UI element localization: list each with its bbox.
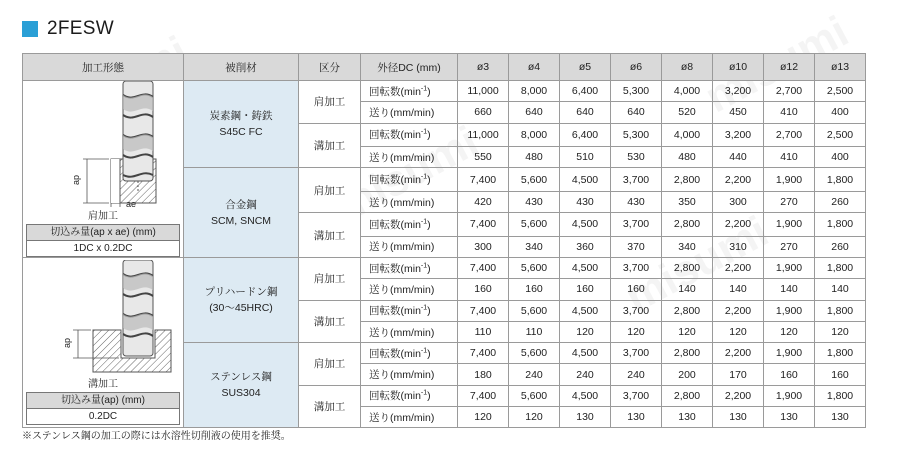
rpm-label-exponent: -1	[420, 128, 428, 136]
rpm-value: 7,400	[458, 258, 509, 279]
rpm-label-text: 回転数(min	[369, 305, 421, 318]
footnote: ※ステンレス鋼の加工の際には水溶性切削液の使用を推奨。	[22, 431, 291, 442]
header-size: ø8	[662, 54, 713, 81]
feed-label: 送り(mm/min)	[361, 279, 458, 300]
feed-value: 450	[713, 102, 764, 123]
material-grade: (30～45HRC)	[209, 302, 273, 315]
rpm-value: 5,600	[509, 343, 560, 364]
table-row	[23, 258, 866, 279]
rpm-value: 5,600	[509, 385, 560, 406]
rpm-value: 6,400	[560, 81, 611, 102]
side-depth-label: 切込み量(ap x ae) (mm)	[26, 224, 180, 241]
feed-value: 130	[611, 407, 662, 428]
rpm-value: 7,400	[458, 300, 509, 321]
feed-value: 130	[662, 407, 713, 428]
rpm-label-text: 回転数(min	[369, 129, 421, 142]
rpm-value: 4,000	[662, 81, 713, 102]
rpm-label-close: )	[427, 218, 431, 231]
rpm-value: 3,200	[713, 81, 764, 102]
rpm-label	[361, 258, 458, 279]
rpm-value: 5,600	[509, 258, 560, 279]
rpm-value: 2,800	[662, 385, 713, 406]
feed-value: 120	[662, 321, 713, 342]
feed-value: 120	[713, 321, 764, 342]
rpm-value: 6,400	[560, 123, 611, 147]
feed-value: 130	[764, 407, 815, 428]
feed-label: 送り(mm/min)	[361, 147, 458, 168]
feed-value: 440	[713, 147, 764, 168]
feed-value: 340	[662, 236, 713, 257]
process-cell: 肩加工	[299, 168, 361, 213]
rpm-value: 3,200	[713, 123, 764, 147]
rpm-label	[361, 168, 458, 192]
feed-value: 160	[560, 279, 611, 300]
header-row	[23, 54, 866, 81]
rpm-value: 1,800	[815, 343, 866, 364]
process-cell: 肩加工	[299, 343, 361, 386]
rpm-label-text: 回転数(min	[369, 85, 421, 98]
rpm-label-close: )	[427, 305, 431, 318]
feed-value: 200	[662, 364, 713, 385]
rpm-value: 8,000	[509, 81, 560, 102]
feed-label: 送り(mm/min)	[361, 364, 458, 385]
rpm-value: 3,700	[611, 343, 662, 364]
feed-value: 480	[662, 147, 713, 168]
process-cell: 溝加工	[299, 385, 361, 428]
rpm-label	[361, 343, 458, 364]
feed-value: 340	[509, 236, 560, 257]
rpm-label-exponent: -1	[420, 218, 428, 226]
material-cell	[184, 343, 299, 428]
rpm-value: 2,200	[713, 343, 764, 364]
feed-value: 240	[509, 364, 560, 385]
feed-value: 120	[815, 321, 866, 342]
end-mill-icon	[123, 81, 153, 191]
rpm-value: 2,200	[713, 168, 764, 192]
slot-depth-label: 切込み量(ap) (mm)	[26, 392, 180, 409]
feed-value: 130	[713, 407, 764, 428]
feed-value: 310	[713, 236, 764, 257]
cutting-conditions-table	[22, 53, 866, 428]
feed-value: 660	[458, 102, 509, 123]
rpm-label-text: 回転数(min	[369, 262, 421, 275]
rpm-label-exponent: -1	[420, 85, 428, 93]
rpm-value: 2,800	[662, 213, 713, 237]
material-grade: S45C FC	[219, 126, 263, 139]
header-size: ø10	[713, 54, 764, 81]
page-title-block	[22, 18, 114, 40]
svg-text:ap: ap	[62, 338, 72, 349]
rpm-label	[361, 81, 458, 102]
rpm-value: 1,800	[815, 300, 866, 321]
rpm-value: 1,800	[815, 213, 866, 237]
feed-value: 160	[509, 279, 560, 300]
material-name: 炭素鋼・鋳鉄	[209, 110, 273, 123]
rpm-value: 4,500	[560, 300, 611, 321]
feed-value: 120	[764, 321, 815, 342]
feed-value: 160	[611, 279, 662, 300]
material-name: プリハードン鋼	[204, 286, 278, 299]
feed-value: 140	[764, 279, 815, 300]
rpm-label	[361, 385, 458, 406]
material-name: ステンレス鋼	[210, 371, 272, 384]
side-depth-value: 1DC x 0.2DC	[26, 241, 180, 257]
feed-value: 360	[560, 236, 611, 257]
feed-value: 430	[611, 191, 662, 212]
rpm-value: 3,700	[611, 300, 662, 321]
header-diameter: 外径DC (mm)	[361, 54, 458, 81]
process-cell: 溝加工	[299, 213, 361, 258]
end-mill-icon	[123, 260, 153, 356]
feed-value: 270	[764, 236, 815, 257]
rpm-value: 1,900	[764, 168, 815, 192]
rpm-value: 2,800	[662, 168, 713, 192]
feed-value: 260	[815, 191, 866, 212]
feed-value: 530	[611, 147, 662, 168]
page-title: 2FESW	[47, 18, 114, 39]
feed-value: 110	[458, 321, 509, 342]
rpm-value: 2,200	[713, 385, 764, 406]
rpm-label	[361, 123, 458, 147]
rpm-label-exponent: -1	[420, 262, 428, 270]
rpm-value: 4,500	[560, 213, 611, 237]
feed-label: 送り(mm/min)	[361, 407, 458, 428]
title-square-icon	[22, 21, 38, 37]
material-cell	[184, 258, 299, 343]
rpm-value: 5,300	[611, 81, 662, 102]
material-name: 合金鋼	[225, 198, 257, 211]
rpm-label-close: )	[427, 262, 431, 275]
rpm-label-exponent: -1	[420, 347, 428, 355]
rpm-value: 1,800	[815, 168, 866, 192]
slot-milling-cell	[23, 258, 184, 428]
header-section: 区分	[299, 54, 361, 81]
feed-label: 送り(mm/min)	[361, 236, 458, 257]
material-cell	[184, 81, 299, 168]
rpm-label-close: )	[427, 347, 431, 360]
feed-value: 260	[815, 236, 866, 257]
header-size: ø12	[764, 54, 815, 81]
rpm-label-close: )	[427, 129, 431, 142]
rpm-label-exponent: -1	[420, 389, 428, 397]
feed-value: 110	[509, 321, 560, 342]
rpm-value: 1,900	[764, 385, 815, 406]
rpm-value: 5,600	[509, 168, 560, 192]
svg-text:ae: ae	[126, 199, 137, 207]
rpm-value: 7,400	[458, 168, 509, 192]
feed-value: 410	[764, 102, 815, 123]
rpm-label-text: 回転数(min	[369, 174, 421, 187]
feed-value: 400	[815, 147, 866, 168]
rpm-label-exponent: -1	[420, 304, 428, 312]
feed-value: 270	[764, 191, 815, 212]
rpm-value: 2,700	[764, 81, 815, 102]
header-material: 被削材	[184, 54, 299, 81]
slot-milling-illustration	[23, 260, 183, 375]
feed-value: 140	[662, 279, 713, 300]
rpm-value: 1,900	[764, 258, 815, 279]
side-milling-illustration	[23, 81, 183, 207]
rpm-value: 2,700	[764, 123, 815, 147]
rpm-label	[361, 300, 458, 321]
feed-value: 120	[560, 321, 611, 342]
rpm-label-text: 回転数(min	[369, 390, 421, 403]
rpm-value: 11,000	[458, 123, 509, 147]
rpm-value: 3,700	[611, 213, 662, 237]
rpm-label-close: )	[427, 174, 431, 187]
feed-label: 送り(mm/min)	[361, 191, 458, 212]
rpm-value: 5,300	[611, 123, 662, 147]
feed-value: 130	[815, 407, 866, 428]
rpm-value: 1,800	[815, 258, 866, 279]
rpm-value: 2,800	[662, 343, 713, 364]
rpm-label-exponent: -1	[420, 173, 428, 181]
feed-value: 640	[611, 102, 662, 123]
feed-value: 160	[764, 364, 815, 385]
feed-value: 420	[458, 191, 509, 212]
side-milling-caption: 肩加工	[88, 211, 118, 222]
process-cell: 溝加工	[299, 300, 361, 343]
rpm-label-close: )	[427, 85, 431, 98]
process-cell: 溝加工	[299, 123, 361, 168]
rpm-value: 3,700	[611, 385, 662, 406]
process-cell: 肩加工	[299, 81, 361, 124]
rpm-value: 11,000	[458, 81, 509, 102]
header-size: ø3	[458, 54, 509, 81]
rpm-value: 4,500	[560, 258, 611, 279]
rpm-value: 2,500	[815, 123, 866, 147]
feed-value: 120	[458, 407, 509, 428]
feed-value: 120	[509, 407, 560, 428]
feed-value: 140	[815, 279, 866, 300]
feed-label: 送り(mm/min)	[361, 102, 458, 123]
rpm-value: 2,800	[662, 300, 713, 321]
feed-value: 510	[560, 147, 611, 168]
rpm-value: 5,600	[509, 213, 560, 237]
feed-value: 550	[458, 147, 509, 168]
feed-value: 640	[560, 102, 611, 123]
rpm-value: 8,000	[509, 123, 560, 147]
feed-value: 240	[611, 364, 662, 385]
material-cell	[184, 168, 299, 258]
rpm-value: 2,200	[713, 258, 764, 279]
rpm-value: 1,900	[764, 213, 815, 237]
rpm-value: 3,700	[611, 258, 662, 279]
header-size: ø6	[611, 54, 662, 81]
header-size: ø4	[509, 54, 560, 81]
rpm-label-text: 回転数(min	[369, 347, 421, 360]
rpm-value: 5,600	[509, 300, 560, 321]
side-milling-diagram	[23, 81, 183, 257]
slot-depth-value: 0.2DC	[26, 409, 180, 425]
rpm-value: 4,500	[560, 385, 611, 406]
material-grade: SCM, SNCM	[210, 214, 272, 227]
feed-value: 640	[509, 102, 560, 123]
material-grade: SUS304	[221, 387, 261, 400]
rpm-value: 2,500	[815, 81, 866, 102]
feed-value: 430	[509, 191, 560, 212]
feed-value: 170	[713, 364, 764, 385]
slot-milling-diagram	[23, 260, 183, 425]
process-cell: 肩加工	[299, 258, 361, 301]
feed-label: 送り(mm/min)	[361, 321, 458, 342]
feed-value: 140	[713, 279, 764, 300]
feed-value: 410	[764, 147, 815, 168]
rpm-value: 1,900	[764, 300, 815, 321]
feed-value: 120	[611, 321, 662, 342]
feed-value: 370	[611, 236, 662, 257]
header-size: ø5	[560, 54, 611, 81]
feed-value: 180	[458, 364, 509, 385]
svg-text:ap: ap	[71, 174, 81, 185]
feed-value: 300	[713, 191, 764, 212]
feed-value: 300	[458, 236, 509, 257]
rpm-value: 2,800	[662, 258, 713, 279]
side-milling-cell	[23, 81, 184, 258]
rpm-value: 2,200	[713, 300, 764, 321]
feed-value: 350	[662, 191, 713, 212]
rpm-label	[361, 213, 458, 237]
feed-value: 130	[560, 407, 611, 428]
rpm-value: 7,400	[458, 385, 509, 406]
feed-value: 400	[815, 102, 866, 123]
rpm-value: 4,500	[560, 343, 611, 364]
header-shape: 加工形態	[23, 54, 184, 81]
rpm-value: 1,800	[815, 385, 866, 406]
rpm-label-text: 回転数(min	[369, 218, 421, 231]
feed-value: 160	[815, 364, 866, 385]
feed-value: 480	[509, 147, 560, 168]
table-row	[23, 81, 866, 102]
rpm-value: 7,400	[458, 343, 509, 364]
rpm-value: 4,500	[560, 168, 611, 192]
rpm-value: 4,000	[662, 123, 713, 147]
rpm-value: 1,900	[764, 343, 815, 364]
rpm-label-close: )	[427, 390, 431, 403]
feed-value: 430	[560, 191, 611, 212]
feed-value: 160	[458, 279, 509, 300]
rpm-value: 7,400	[458, 213, 509, 237]
rpm-value: 2,200	[713, 213, 764, 237]
feed-value: 520	[662, 102, 713, 123]
slot-milling-caption: 溝加工	[88, 379, 118, 391]
header-size: ø13	[815, 54, 866, 81]
rpm-value: 3,700	[611, 168, 662, 192]
feed-value: 240	[560, 364, 611, 385]
